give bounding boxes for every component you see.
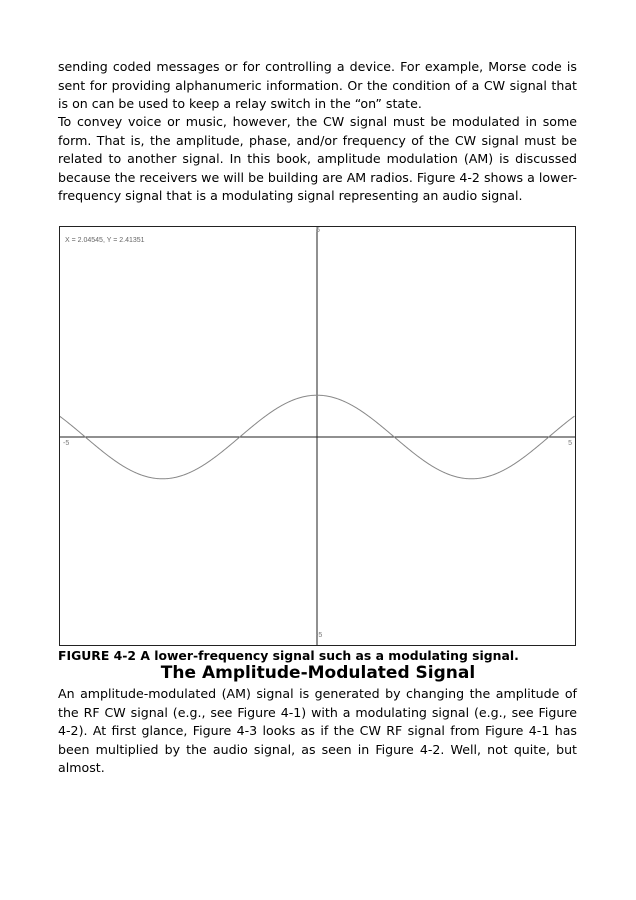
x-axis-min-label: -5 — [63, 440, 70, 447]
y-axis-min-label: -5 — [316, 632, 323, 639]
section-heading: The Amplitude-Modulated Signal — [160, 663, 476, 683]
body-paragraph-1: sending coded messages or for controlling a device. For example, Morse code is sent for providing alphanumeric information. Or the condition of a CW signal that is on can be used to keep a relay switch in the “on” state. — [58, 59, 577, 111]
coordinate-readout: X = 2.04545, Y = 2.41351 — [65, 237, 145, 244]
body-paragraph-2: To convey voice or music, however, the CW signal must be modulated in some form. That is, the amplitude, phase, and/or frequency of the CW signal must be related to another signal. In this book, amplitude modulation (AM) is discussed because the receivers we will be building are AM radios. Figure 4-2 shows a lower-frequency signal that is a modulating signal representing an audio signal. — [58, 114, 577, 203]
body-paragraph-3: An amplitude-modulated (AM) signal is generated by changing the amplitude of the RF CW signal (e.g., see Figure 4-1) with a modulating signal (e.g., see Figure 4-2). At first glance, Figure 4-3 looks as if the CW RF signal from Figure 4-1 has been multiplied by the audio signal, as seen in Figure 4-2. Well, not quite, but almost. — [58, 686, 577, 775]
figure-4-2-plot — [59, 226, 576, 646]
x-axis-max-label: 5 — [568, 440, 572, 447]
figure-caption: FIGURE 4-2 A lower-frequency signal such as a modulating signal. — [58, 648, 519, 663]
y-axis-max-label: 5 — [316, 227, 320, 234]
plot-canvas — [60, 227, 575, 645]
